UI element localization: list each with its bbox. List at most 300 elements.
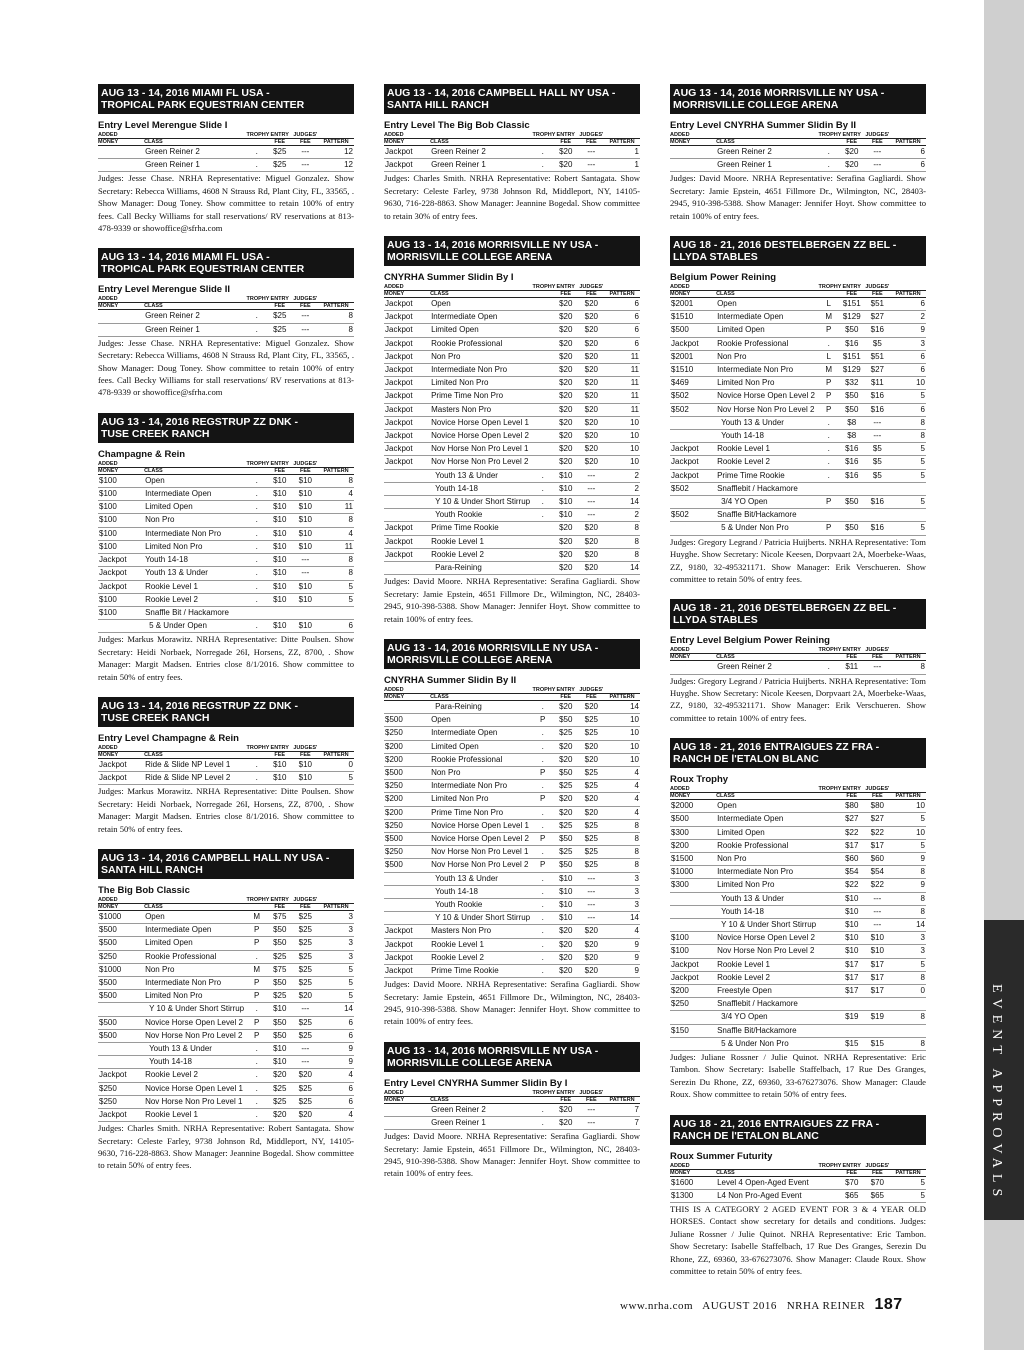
show-name: Entry Level Champagne & Rein: [98, 732, 239, 744]
cell-trophy: [532, 350, 552, 363]
table-row: [670, 146, 926, 159]
cell-trophy: .: [827, 338, 830, 348]
table-row: [98, 1056, 354, 1069]
cell-entry-fee: $10: [559, 470, 573, 480]
cell-entry-fee: $50: [845, 404, 859, 414]
class-table: [98, 745, 354, 785]
cell-class-name: 5 & Under Open: [149, 621, 207, 631]
cell-judges-fee: [293, 606, 319, 619]
table-row: [670, 826, 926, 839]
cell-added-money: $502: [671, 483, 689, 493]
cell-entry-fee: $8: [847, 417, 857, 427]
cell-judges-fee: ---: [587, 899, 596, 909]
cell-entry-fee: [839, 509, 865, 522]
cell-entry-fee: [267, 606, 293, 619]
header-money: MONEY: [98, 139, 119, 145]
cell-entry-fee: $10: [273, 621, 287, 631]
cell-judges-fee: $20: [584, 417, 599, 427]
cell-added-money: Jackpot: [385, 351, 413, 361]
header-pattern: PATTERN: [895, 1169, 921, 1176]
cell-pattern: 6: [634, 312, 639, 322]
header-pattern: PATTERN: [895, 654, 921, 661]
cell-pattern: 9: [634, 952, 639, 962]
table-row: [98, 580, 354, 593]
cell-pattern: 8: [348, 568, 353, 578]
cell-entry-fee: $20: [559, 404, 573, 414]
cell-entry-fee: $50: [559, 860, 573, 870]
cell-trophy: .: [827, 147, 830, 156]
table-row: [670, 892, 926, 905]
header-judges: JUDGES': [579, 132, 604, 138]
show-name: Roux Trophy: [670, 774, 729, 786]
cell-trophy: .: [541, 952, 544, 962]
cell-pattern: 10: [630, 715, 639, 725]
event-header: [98, 413, 354, 443]
table-row: [384, 469, 640, 482]
cell-trophy: .: [255, 311, 258, 321]
cell-added-money: $250: [99, 951, 117, 961]
class-table: [670, 786, 926, 1051]
cell-entry-fee: $17: [845, 985, 859, 995]
cell-trophy: [532, 522, 552, 535]
cell-judges-fee: $25: [298, 1017, 313, 1027]
cell-trophy: [818, 866, 838, 879]
cell-trophy: [818, 958, 838, 971]
cell-pattern: 11: [344, 541, 353, 551]
cell-judges-fee: ---: [587, 147, 596, 156]
cell-trophy: .: [541, 1118, 544, 1128]
cell-class-name: Limited Open: [145, 938, 193, 948]
header-trophy: TROPHY: [818, 647, 842, 654]
cell-pattern: [890, 1024, 926, 1037]
cell-entry-fee: $25: [273, 951, 287, 961]
cell-pattern: 6: [920, 160, 925, 170]
cell-entry-fee: $11: [845, 662, 859, 672]
header-pattern: PATTERN: [895, 793, 921, 800]
header-pattern: PATTERN: [323, 139, 349, 145]
header-judges-fee: FEE: [871, 793, 883, 800]
cell-class-name: Snaffle Bit/Hackamore: [717, 1025, 797, 1035]
table-row: [98, 1029, 354, 1042]
event-venue: MORRISVILLE COLLEGE ARENA: [387, 251, 553, 264]
cell-entry-fee: $10: [559, 483, 573, 493]
header-entry-fee: FEE: [274, 467, 286, 474]
table-row: [384, 482, 640, 495]
header-added: ADDED: [670, 1162, 690, 1169]
cell-judges-fee: ---: [587, 1104, 596, 1114]
cell-trophy: .: [827, 431, 830, 441]
cell-judges-fee: $20: [584, 807, 599, 817]
cell-pattern: 5: [348, 977, 353, 987]
header-class: CLASS: [144, 467, 163, 474]
table-row: [384, 714, 640, 727]
cell-added-money: $200: [671, 840, 689, 850]
header-spacer: [532, 1096, 552, 1103]
cell-judges-fee: $5: [872, 338, 882, 348]
header-pattern: PATTERN: [323, 751, 349, 758]
event-listing: [384, 1042, 640, 1180]
cell-class-name: Masters Non Pro: [431, 926, 492, 936]
cell-entry-fee: $17: [845, 959, 859, 969]
cell-added-money: [98, 323, 144, 336]
cell-judges-fee: $20: [298, 1110, 313, 1120]
show-name: Belgium Power Reining: [670, 272, 777, 284]
cell-pattern: 8: [920, 867, 925, 877]
cell-entry-fee: $25: [273, 147, 287, 156]
cell-pattern: 8: [634, 549, 639, 559]
table-row: [670, 661, 926, 674]
cell-added-money: Jackpot: [385, 365, 413, 375]
event-venue: LLYDA STABLES: [673, 251, 758, 264]
cell-added-money: Jackpot: [99, 759, 127, 769]
header-entry-fee: FEE: [846, 1169, 858, 1176]
cell-judges-fee: $25: [584, 728, 599, 738]
table-row: [384, 146, 640, 159]
cell-trophy: .: [541, 510, 544, 520]
cell-entry-fee: $20: [559, 147, 573, 156]
cell-trophy: .: [255, 951, 258, 961]
class-table: [98, 296, 354, 336]
header-trophy: TROPHY: [246, 132, 270, 138]
cell-entry-fee: $10: [273, 515, 287, 525]
cell-entry-fee: $20: [559, 312, 573, 322]
header-class: CLASS: [144, 303, 163, 310]
cell-added-money: $200: [671, 985, 689, 995]
event-header: [670, 599, 926, 629]
event-venue: TROPICAL PARK EQUESTRIAN CENTER: [101, 99, 305, 111]
event-listing: [98, 849, 354, 1172]
table-row: [384, 548, 640, 561]
header-trophy: TROPHY: [246, 744, 270, 751]
cell-judges-fee: ---: [587, 873, 596, 883]
class-table: [670, 284, 926, 536]
cell-judges-fee: $10: [298, 621, 313, 631]
cell-judges-fee: $10: [298, 475, 313, 485]
cell-entry-fee: $22: [845, 880, 859, 890]
cell-pattern: 4: [348, 528, 353, 538]
cell-added-money: [384, 469, 430, 482]
cell-entry-fee: $25: [559, 728, 573, 738]
table-row: [670, 971, 926, 984]
header-entry-fee: FEE: [560, 291, 572, 298]
event-details: THIS IS A CATEGORY 2 AGED EVENT FOR 3 & 4 YEAR OLD HORSES. Contact show secretary for details and conditions. Judges: Juliane Rossner / Julie Quinot. NRHA Representative: Eric Tambon. Show Secretary: Isabelle Staffelbach, 17 Rue Des Granges, Serezin Du Rhone, ZZ, 69360, 33-676273076. Show Manager: Claude Roux. Show committee to retain 50% of entry fees.: [670, 1204, 926, 1277]
cell-entry-fee: $20: [559, 444, 573, 454]
cell-judges-fee: $10: [870, 946, 885, 956]
cell-judges-fee: $5: [872, 444, 882, 454]
cell-trophy: [818, 945, 838, 958]
header-added: ADDED: [98, 296, 118, 303]
header-spacer: [532, 291, 552, 298]
header-judges: JUDGES': [865, 786, 890, 793]
cell-trophy: .: [541, 807, 544, 817]
cell-class-name: Novice Horse Open Level 2: [145, 1017, 243, 1027]
cell-added-money: $1600: [671, 1177, 694, 1187]
cell-judges-fee: $51: [870, 351, 885, 361]
cell-pattern: 14: [630, 913, 639, 923]
cell-judges-fee: $15: [870, 1038, 885, 1048]
cell-trophy: .: [541, 939, 544, 949]
cell-trophy: .: [541, 873, 544, 883]
cell-judges-fee: ---: [587, 470, 596, 480]
table-row: [98, 146, 354, 159]
cell-class-name: Freestyle Open: [717, 985, 772, 995]
cell-class-name: Y 10 & Under Short Stirrup: [721, 919, 817, 929]
cell-added-money: $502: [671, 510, 689, 520]
cell-added-money: $2001: [671, 351, 694, 361]
table-row: [384, 324, 640, 337]
cell-judges-fee: ---: [301, 555, 310, 565]
table-row: [384, 159, 640, 172]
header-pattern: PATTERN: [609, 291, 635, 298]
cell-judges-fee: $20: [584, 536, 599, 546]
cell-entry-fee: $10: [559, 913, 573, 923]
cell-pattern: 5: [920, 497, 925, 507]
cell-trophy: [818, 892, 838, 905]
cell-judges-fee: ---: [301, 1044, 310, 1053]
cell-entry-fee: $16: [845, 444, 859, 454]
cell-trophy: [818, 839, 838, 852]
cell-trophy: .: [255, 1057, 258, 1067]
table-row: [384, 364, 640, 377]
cell-trophy: M: [253, 911, 261, 921]
cell-added-money: $500: [671, 814, 689, 824]
cell-entry-fee: $50: [559, 833, 573, 843]
header-added: ADDED: [670, 786, 690, 793]
cell-judges-fee: ---: [873, 417, 882, 427]
cell-entry-fee: $50: [845, 391, 859, 401]
cell-judges-fee: $20: [584, 351, 599, 361]
cell-entry-fee: $20: [845, 160, 859, 170]
cell-entry-fee: $16: [845, 457, 859, 467]
header-entry-fee: FEE: [846, 654, 858, 661]
cell-judges-fee: $27: [870, 365, 885, 375]
table-row: [98, 527, 354, 540]
cell-pattern: 5: [348, 594, 353, 604]
event-details: Judges: David Moore. NRHA Representative: Serafina Gagliardi. Show Secretary: Jamie Epstein, 4651 Fillmore Dr., Wilmington, NC, 28403-2945, 910-398-5388. Show Manager: Jennifer Hoyt. Show committee to retain 100% of entry fees.: [384, 979, 640, 1027]
header-entry: ENTRY: [842, 132, 861, 138]
cell-added-money: $500: [99, 1030, 117, 1040]
header-money: MONEY: [670, 793, 691, 800]
header-class: CLASS: [144, 139, 163, 145]
event-header: [384, 639, 640, 669]
header-added: ADDED: [98, 132, 118, 138]
event-venue: TUSE CREEK RANCH: [101, 427, 210, 440]
cell-class-name: Youth 13 & Under: [149, 1044, 212, 1053]
show-name: Entry Level The Big Bob Classic: [384, 120, 530, 131]
cell-class-name: Intermediate Open: [431, 728, 498, 738]
column-1: [98, 84, 354, 1186]
cell-judges-fee: $20: [298, 1070, 313, 1080]
cell-judges-fee: ---: [301, 147, 310, 156]
cell-judges-fee: $20: [584, 939, 599, 949]
table-row: [384, 377, 640, 390]
header-money: MONEY: [670, 291, 691, 298]
cell-trophy: .: [255, 475, 258, 485]
table-row: [670, 918, 926, 931]
cell-trophy: .: [541, 728, 544, 738]
cell-pattern: 3: [348, 938, 353, 948]
cell-trophy: P: [254, 1030, 260, 1040]
cell-pattern: 8: [920, 431, 925, 441]
event-header: [98, 849, 354, 879]
event-venue: MORRISVILLE COLLEGE ARENA: [387, 653, 553, 666]
header-entry: ENTRY: [556, 686, 575, 693]
table-row: [384, 350, 640, 363]
cell-judges-fee: $80: [870, 801, 885, 811]
cell-class-name: Nov Horse Non Pro Level 2: [717, 404, 815, 414]
event-date-location: AUG 13 - 14, 2016 CAMPBELL HALL NY USA -: [387, 87, 616, 99]
table-row: [384, 298, 640, 311]
cell-judges-fee: $27: [870, 814, 885, 824]
class-table: [98, 461, 354, 633]
cell-judges-fee: ---: [301, 568, 310, 578]
cell-class-name: Non Pro: [717, 853, 747, 863]
cell-judges-fee: [865, 509, 891, 522]
header-entry-fee: FEE: [274, 139, 286, 145]
cell-pattern: 2: [634, 470, 639, 480]
cell-entry-fee: $20: [559, 701, 573, 711]
cell-entry-fee: $65: [845, 1190, 859, 1200]
header-added: ADDED: [670, 132, 690, 138]
cell-judges-fee: $19: [870, 1012, 885, 1022]
cell-entry-fee: $20: [559, 391, 573, 401]
cell-class-name: Green Reiner 2: [145, 311, 200, 321]
event-details: Judges: David Moore. NRHA Representative: Serafina Gagliardi. Show Secretary: Jamie Epstein, 4651 Fillmore Dr., Wilmington, NC, 28403-2945, 910-398-5388. Show Manager: Jennifer Hoyt. Show committee to retain 100% of entry fees.: [384, 1131, 640, 1179]
header-added: ADDED: [670, 284, 690, 291]
cell-added-money: Jackpot: [385, 147, 413, 156]
cell-entry-fee: $50: [559, 767, 573, 777]
cell-trophy: P: [826, 378, 832, 388]
cell-class-name: Non Pro: [431, 351, 461, 361]
table-row: [384, 456, 640, 469]
cell-entry-fee: $10: [273, 773, 287, 783]
cell-trophy: [532, 324, 552, 337]
cell-pattern: 10: [916, 801, 925, 811]
cell-class-name: Open: [145, 475, 165, 485]
cell-trophy: [818, 879, 838, 892]
cell-added-money: Jackpot: [385, 299, 413, 309]
cell-trophy: [818, 971, 838, 984]
event-venue: RANCH DE l'ETALON BLANC: [673, 753, 819, 766]
section-tab: [984, 920, 1024, 1220]
header-entry: ENTRY: [556, 132, 575, 138]
cell-trophy: P: [540, 794, 546, 804]
cell-pattern: [890, 509, 926, 522]
cell-entry-fee: $151: [842, 351, 861, 361]
header-entry: ENTRY: [842, 284, 861, 291]
cell-judges-fee: ---: [873, 906, 882, 916]
cell-entry-fee: $10: [559, 873, 573, 883]
table-row: [670, 482, 926, 495]
cell-pattern: 8: [348, 311, 353, 321]
header-class: CLASS: [430, 291, 449, 298]
table-row: [384, 416, 640, 429]
cell-judges-fee: $20: [584, 754, 599, 764]
cell-added-money: [670, 496, 716, 509]
cell-pattern: 3: [634, 899, 639, 909]
cell-judges-fee: $20: [584, 365, 599, 375]
table-row: [98, 593, 354, 606]
cell-trophy: P: [826, 325, 832, 335]
table-row: [384, 390, 640, 403]
table-row: [670, 852, 926, 865]
header-judges-fee: FEE: [299, 751, 311, 758]
header-added: ADDED: [98, 744, 118, 751]
cell-added-money: $250: [385, 728, 403, 738]
show-name: Entry Level Merengue Slide II: [98, 284, 230, 296]
cell-trophy: P: [254, 938, 260, 948]
cell-trophy: .: [255, 502, 258, 512]
column-2: [384, 84, 640, 1194]
cell-judges-fee: ---: [587, 886, 596, 896]
cell-class-name: Intermediate Open: [431, 312, 498, 322]
cell-pattern: 6: [634, 299, 639, 309]
cell-trophy: .: [541, 820, 544, 830]
cell-added-money: [384, 509, 430, 522]
cell-added-money: Jackpot: [385, 404, 413, 414]
cell-pattern: 10: [916, 378, 925, 388]
cell-added-money: $500: [385, 833, 403, 843]
cell-judges-fee: $60: [870, 853, 885, 863]
header-judges-fee: FEE: [585, 693, 597, 700]
cell-added-money: [384, 482, 430, 495]
cell-added-money: Jackpot: [671, 338, 699, 348]
event-header: [98, 84, 354, 114]
cell-pattern: 6: [348, 1030, 353, 1040]
table-row: [98, 1043, 354, 1056]
table-row: [670, 905, 926, 918]
class-table: [384, 284, 640, 575]
cell-entry-fee: $20: [559, 549, 573, 559]
event-listing: [384, 84, 640, 222]
event-details: Judges: Juliane Rossner / Julie Quinot. NRHA Representative: Eric Tambon. Show Secretary: Isabelle Staffelbach, 17 Rue Des Granges, Serezin Du Rhone, ZZ, 69360, 33-676273076. Show Manager: Claude Roux. Show committee to retain 50% of entry fees.: [670, 1052, 926, 1100]
cell-class-name: Intermediate Non Pro: [717, 867, 794, 877]
cell-entry-fee: $15: [845, 1038, 859, 1048]
table-row: [98, 540, 354, 553]
header-spacer: [246, 467, 266, 474]
cell-trophy: [818, 813, 838, 826]
cell-added-money: $100: [671, 946, 689, 956]
cell-added-money: $469: [671, 378, 689, 388]
table-row: [384, 951, 640, 964]
cell-added-money: $100: [99, 594, 117, 604]
cell-added-money: [670, 159, 716, 172]
table-row: [670, 866, 926, 879]
cell-pattern: 3: [920, 933, 925, 943]
table-row: [670, 377, 926, 390]
event-header: [384, 236, 640, 266]
cell-pattern: 8: [920, 906, 925, 916]
cell-judges-fee: ---: [301, 1057, 310, 1067]
cell-added-money: [670, 892, 716, 905]
table-row: [384, 898, 640, 911]
table-row: [670, 984, 926, 997]
cell-added-money: Jackpot: [385, 325, 413, 335]
cell-class-name: Non Pro: [717, 351, 747, 361]
cell-class-name: Ride & Slide NP Level 1: [145, 759, 231, 769]
cell-pattern: 6: [920, 351, 925, 361]
cell-trophy: [532, 430, 552, 443]
cell-pattern: 8: [348, 475, 353, 485]
table-row: [98, 1082, 354, 1095]
table-row: [670, 469, 926, 482]
cell-class-name: Youth Rookie: [435, 510, 483, 520]
cell-class-name: Green Reiner 2: [431, 147, 486, 156]
cell-entry-fee: $10: [273, 541, 287, 551]
cell-class-name: Intermediate Non Pro: [145, 977, 222, 987]
header-pattern: PATTERN: [323, 303, 349, 310]
cell-added-money: Jackpot: [385, 939, 413, 949]
